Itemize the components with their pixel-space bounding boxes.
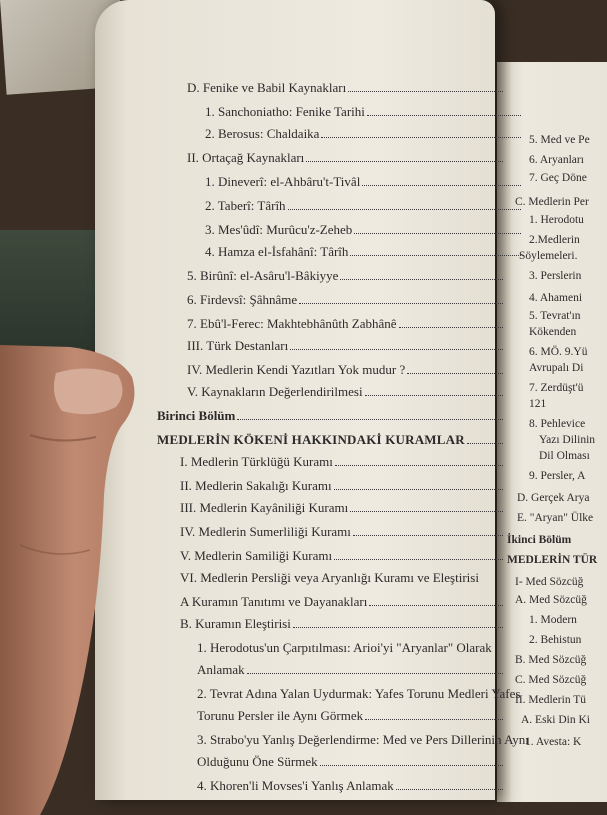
leader-dots <box>362 184 521 186</box>
right-toc-entry: C. Med Sözcüğ <box>515 674 587 686</box>
leader-dots <box>365 394 503 396</box>
leader-dots <box>399 326 503 328</box>
toc-entry <box>187 148 507 168</box>
leader-dots <box>334 488 503 490</box>
right-toc-entry: 6. Aryanları <box>529 154 584 166</box>
toc-entry-text: 6. Firdevsî: Şâhnâme <box>187 292 298 307</box>
toc-entry-text: Anlamak <box>197 662 245 677</box>
right-toc-entry: A. Med Sözcüğ <box>515 594 587 606</box>
toc-entry-text: VI. Medlerin Persliği veya Aryanlığı Kuramı ve Eleştirisi <box>180 570 479 585</box>
leader-dots <box>350 254 521 256</box>
toc-entry-text: 4. Hamza el-İsfahânî: Târîh <box>205 244 349 259</box>
right-toc-entry: 1. Avesta: K <box>525 736 582 748</box>
leader-dots <box>350 510 503 512</box>
right-toc-entry: I- Med Sözcüğ <box>515 576 584 588</box>
toc-entry <box>187 382 507 402</box>
toc-entry <box>205 196 525 216</box>
toc-entry-text: Torunu Persler ile Aynı Görmek <box>197 708 364 723</box>
right-toc-entry: 3. Perslerin <box>529 270 582 282</box>
right-toc-entry: 5. Tevrat'ın <box>529 310 581 322</box>
toc-entry <box>197 660 507 680</box>
leader-dots <box>321 136 521 138</box>
left-page <box>95 0 529 800</box>
toc-entry <box>157 430 507 450</box>
right-toc-entry: Kökenden <box>529 326 577 338</box>
toc-entry-text: D. Fenike ve Babil Kaynakları <box>187 80 347 95</box>
toc-entry-text: 1. Herodotus'un Çarpıtılması: Arioi'yi "Aryanlar" Olarak <box>197 640 492 655</box>
toc-entry <box>187 314 507 334</box>
right-toc-entry: 6. MÖ. 9.Yü <box>529 346 588 358</box>
right-toc-entry: Söylemeleri. <box>519 250 578 262</box>
leader-dots <box>348 90 503 92</box>
toc-entry-text: IV. Medlerin Kendi Yazıtları Yok mudur ? <box>187 362 406 377</box>
leader-dots <box>290 348 503 350</box>
leader-dots <box>407 372 503 374</box>
toc-entry-text: I. Medlerin Türklüğü Kuramı <box>180 454 333 469</box>
toc-entry <box>197 730 529 750</box>
right-toc-entry: 1. Modern <box>529 614 577 626</box>
leader-dots <box>467 442 503 444</box>
right-toc-entry: 2. Behistun <box>529 634 582 646</box>
toc-entry-text: 2. Berosus: Chaldaika <box>205 126 320 141</box>
right-toc-entry: 7. Zerdüşt'ü <box>529 382 584 394</box>
toc-entry <box>180 498 507 518</box>
leader-dots <box>367 114 521 116</box>
toc-entry-text: 2. Tevrat Adına Yalan Uydurmak: Yafes Torunu Medleri Yafes <box>197 686 521 701</box>
right-toc-entry: 121 <box>529 398 547 410</box>
toc-entry <box>157 406 507 426</box>
right-toc-entry: 7. Geç Döne <box>529 172 587 184</box>
leader-dots <box>335 464 503 466</box>
toc-entry-text: 7. Ebû'l-Ferec: Makhtebhânûth Zabhânê <box>187 316 397 331</box>
right-toc-entry: Dil Olması <box>539 450 590 462</box>
toc-entry-text: 2. Taberî: Târîh <box>205 198 286 213</box>
toc-entry-text: IV. Medlerin Sumerliliği Kuramı <box>180 524 351 539</box>
toc-entry <box>180 476 507 496</box>
toc-entry-text: A Kuramın Tanıtımı ve Dayanakları <box>180 594 368 609</box>
toc-entry <box>205 172 525 192</box>
toc-entry <box>180 614 507 634</box>
toc-entry <box>187 360 507 380</box>
toc-entry-text: V. Kaynakların Değerlendirilmesi <box>187 384 363 399</box>
toc-entry <box>205 220 525 240</box>
toc-entry <box>197 776 507 796</box>
leader-dots <box>354 232 521 234</box>
right-toc-entry: Yazı Dilinin <box>539 434 596 446</box>
toc-entry-text: II. Ortaçağ Kaynakları <box>187 150 305 165</box>
leader-dots <box>247 672 503 674</box>
toc-entry <box>180 452 507 472</box>
leader-dots <box>334 558 503 560</box>
toc-entry <box>180 546 507 566</box>
leader-dots <box>237 418 503 420</box>
right-toc-entry: 1. Herodotu <box>529 214 584 226</box>
toc-entry-text: 4. Khoren'li Movses'i Yanlış Anlamak <box>197 778 394 793</box>
leader-dots <box>320 764 503 766</box>
toc-entry <box>180 568 507 588</box>
right-toc-entry: 9. Persler, A <box>529 470 586 482</box>
background-folder <box>0 230 110 350</box>
toc-entry-text: B. Kuramın Eleştirisi <box>180 616 291 631</box>
toc-entry-text: 1. Sanchoniatho: Fenike Tarihi <box>205 104 365 119</box>
toc-entry <box>205 102 525 122</box>
toc-entry-text: 5. Birûnî: el-Asâru'l-Bâkiyye <box>187 268 339 283</box>
toc-entry-text: Birinci Bölüm <box>157 408 236 423</box>
leader-dots <box>396 788 503 790</box>
right-toc-entry: 2.Medlerin <box>529 234 580 246</box>
right-toc-entry: İkinci Bölüm <box>507 534 572 546</box>
toc-entry <box>187 266 507 286</box>
toc-entry-text: MEDLERİN KÖKENİ HAKKINDAKİ KURAMLAR <box>157 432 465 447</box>
thumb <box>0 345 140 815</box>
right-toc-entry: E. "Aryan" Ülke <box>517 512 594 524</box>
toc-entry <box>197 706 507 726</box>
right-toc-entry: II. Medlerin Tü <box>515 694 587 706</box>
toc-entry-text: 3. Strabo'yu Yanlış Değerlendirme: Med ve Pers Dillerinin Aynı <box>197 732 529 747</box>
right-toc-entry: C. Medlerin Per <box>515 196 589 208</box>
leader-dots <box>340 278 503 280</box>
leader-dots <box>299 302 503 304</box>
toc-entry <box>180 592 507 612</box>
toc-entry-text: II. Medlerin Sakalığı Kuramı <box>180 478 332 493</box>
toc-entry <box>197 638 507 658</box>
toc-entry <box>197 684 521 704</box>
right-toc-entry: D. Gerçek Arya <box>517 492 590 504</box>
leader-dots <box>288 208 521 210</box>
leader-dots <box>365 718 503 720</box>
right-toc-entry: 5. Med ve Pe <box>529 134 590 146</box>
leader-dots <box>353 534 503 536</box>
toc-entry-text: Olduğunu Öne Sürmek <box>197 754 318 769</box>
toc-entry <box>187 78 507 98</box>
toc-entry <box>205 124 525 144</box>
toc-entry <box>180 522 507 542</box>
right-toc-entry: A. Eski Din Ki <box>521 714 590 726</box>
leader-dots <box>369 604 503 606</box>
right-toc-entry: MEDLERİN TÜR <box>507 554 598 566</box>
toc-entry <box>187 336 507 356</box>
toc-entry-text: III. Türk Destanları <box>187 338 289 353</box>
right-toc-entry: B. Med Sözcüğ <box>515 654 587 666</box>
right-toc-entry: 8. Pehlevice <box>529 418 586 430</box>
toc-entry <box>197 752 507 772</box>
toc-entry-text: III. Medlerin Kayâniliği Kuramı <box>180 500 349 515</box>
leader-dots <box>306 160 503 162</box>
toc-entry-text: 1. Dineverî: el-Ahbâru't-Tivâl <box>205 174 361 189</box>
toc-entry <box>187 290 507 310</box>
toc-entry-text: 3. Mes'ûdî: Murûcu'z-Zeheb <box>205 222 353 237</box>
toc-entry-text: V. Medlerin Samiliği Kuramı <box>180 548 333 563</box>
right-toc-entry: 4. Ahameni <box>529 292 583 304</box>
leader-dots <box>293 626 503 628</box>
right-toc-entry: Avrupalı Di <box>529 362 584 374</box>
toc-entry <box>205 242 525 262</box>
